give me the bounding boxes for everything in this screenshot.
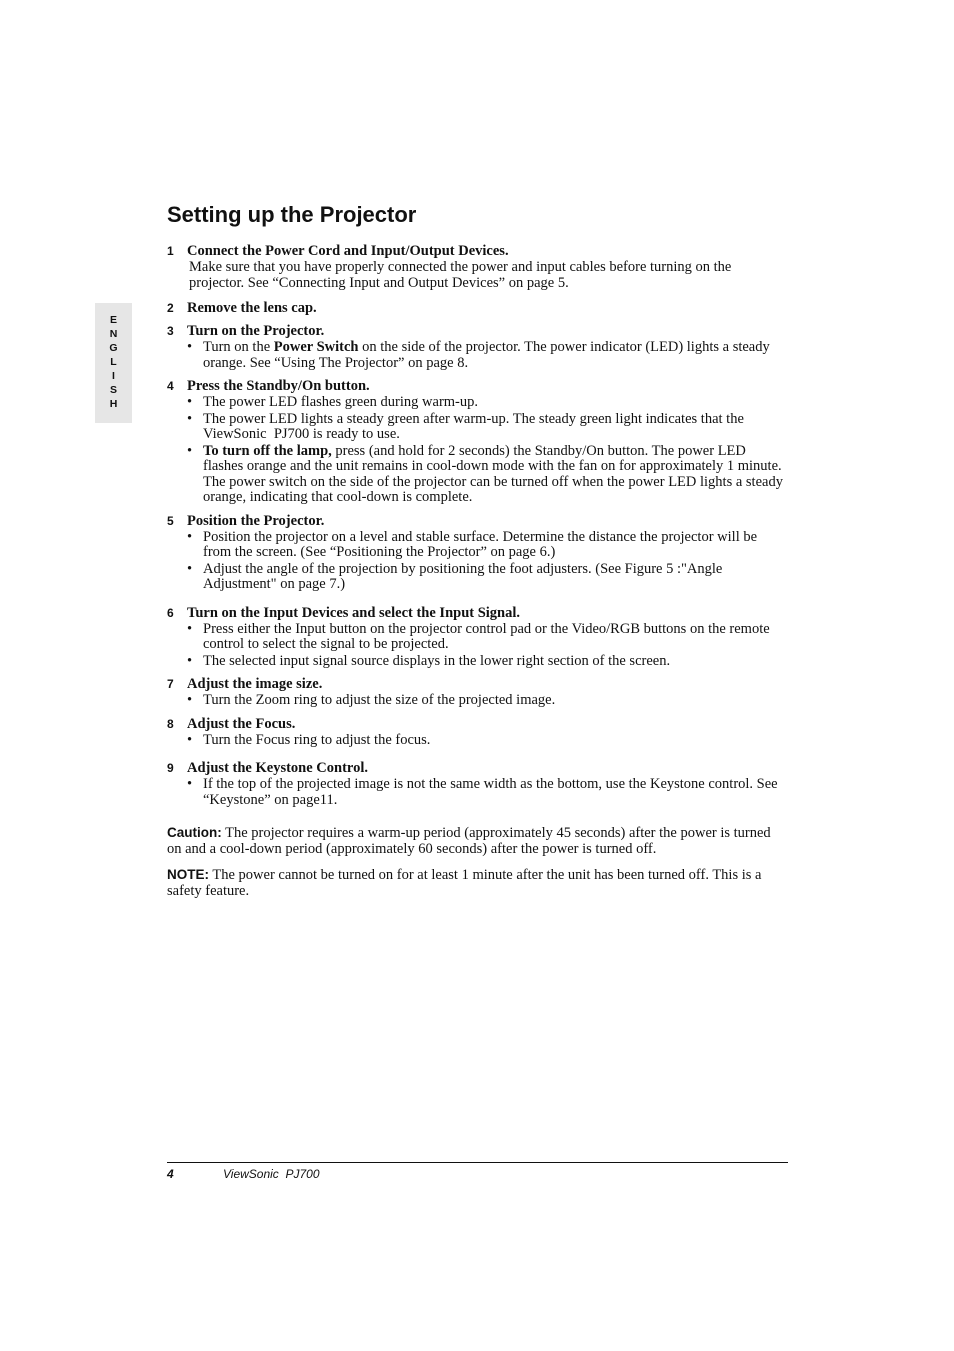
tab-letter: H <box>109 398 118 410</box>
list-item: • The power LED flashes green during warm-up. <box>187 394 479 410</box>
step-9 <box>167 759 787 808</box>
tab-letter: L <box>110 356 117 368</box>
step-3 <box>167 322 787 371</box>
list-item: • Turn the Focus ring to adjust the focus. <box>187 731 431 748</box>
list-item: • The selected input signal source displays in the lower right section of the screen. <box>187 652 671 669</box>
product-name: ViewSonic PJ700 <box>223 1167 320 1181</box>
step-number: 8 <box>167 716 174 731</box>
tab-letter: E <box>109 314 117 326</box>
caution-paragraph <box>167 825 787 857</box>
list-item: • Position the projector on a level and stable surface. Determine the distance the projector will be from the screen. (See “Positioning the Projector” on page 6.) <box>187 528 758 560</box>
step-title: Turn on the Projector. <box>187 323 325 339</box>
step-title: Adjust the Focus. <box>187 715 296 732</box>
language-side-tab <box>95 303 132 423</box>
step-6 <box>167 604 787 670</box>
step-number: 4 <box>167 379 174 393</box>
step-number: 2 <box>167 301 174 315</box>
step-8 <box>167 715 787 749</box>
list-item: • If the top of the projected image is not the same width as the bottom, use the Keystone control. See “Keystone” on page11. <box>187 776 778 808</box>
bullet-list <box>167 777 787 808</box>
bullet-list <box>167 733 787 749</box>
step-5 <box>167 512 787 593</box>
step-number: 6 <box>167 605 174 620</box>
bullet-list <box>167 395 787 506</box>
list-item: • The power LED lights a steady green after warm-up. The steady green light indicates that the ViewSonic PJ700 is ready to use. <box>187 410 744 442</box>
step-7 <box>167 675 787 709</box>
list-item: • To turn off the lamp, press (and hold for 2 seconds) the Standby/On button. The power LED flashes orange and the unit remains in cool-down mode with the fan on for approximately 1 minute. The power switch on the side of the projector can be turned off when the power LED lights a steady orange, indicating that cool-down is complete. <box>187 442 783 505</box>
step-4 <box>167 377 787 506</box>
step-title: Position the Projector. <box>187 512 325 529</box>
step-title: Press the Standby/On button. <box>187 378 370 394</box>
step-title: Remove the lens cap. <box>187 300 317 316</box>
step-title: Adjust the image size. <box>187 676 323 692</box>
step-2 <box>167 299 787 317</box>
page-title: Setting up the Projector <box>167 202 417 227</box>
list-item: • Press either the Input button on the projector control pad or the Video/RGB buttons on the remote control to select the signal to be projected. <box>187 620 770 652</box>
page-number: 4 <box>167 1167 174 1181</box>
note-paragraph <box>167 867 787 899</box>
step-number: 9 <box>167 761 174 775</box>
note-label: NOTE: <box>167 867 209 882</box>
caution-text: The projector requires a warm-up period (approximately 45 seconds) after the power is turned on and a cool-down period (approximately 60 seconds) after the power is turned off. <box>167 825 771 857</box>
list-item: • Turn the Zoom ring to adjust the size of the projected image. <box>187 692 556 708</box>
bullet-list <box>167 622 787 670</box>
step-title: Turn on the Input Devices and select the Input Signal. <box>187 604 521 621</box>
step-1 <box>167 242 787 291</box>
page-content <box>167 200 787 899</box>
caution-label: Caution: <box>167 825 222 840</box>
step-number: 7 <box>167 677 174 691</box>
step-paragraph: Make sure that you have properly connected the power and input cables before turning on the projector. See “Connecting Input and Output Devices” on page 5. <box>189 259 732 291</box>
page-footer <box>167 1162 788 1181</box>
tab-letter: S <box>109 384 117 396</box>
language-tab-letters <box>95 313 132 411</box>
list-item: • Turn on the Power Switch on the side of the projector. The power indicator (LED) lights a steady orange. See “Using The Projector” on page 8. <box>187 339 770 371</box>
tab-letter: N <box>109 328 118 340</box>
step-title: Adjust the Keystone Control. <box>187 760 368 776</box>
step-number: 3 <box>167 324 174 338</box>
bullet-list <box>167 530 787 593</box>
tab-letter: G <box>109 342 118 354</box>
list-item: • Adjust the angle of the projection by positioning the foot adjusters. (See Figure 5 :"Angle Adjustment" on page 7.) <box>187 560 723 592</box>
tab-letter: I <box>112 370 115 382</box>
note-text: The power cannot be turned on for at least 1 minute after the unit has been turned off. This is a safety feature. <box>167 867 762 899</box>
step-title: Connect the Power Cord and Input/Output Devices. <box>187 243 509 259</box>
bullet-list <box>167 693 787 709</box>
bullet-list <box>167 340 787 371</box>
step-number: 5 <box>167 513 174 528</box>
step-number: 1 <box>167 244 174 258</box>
